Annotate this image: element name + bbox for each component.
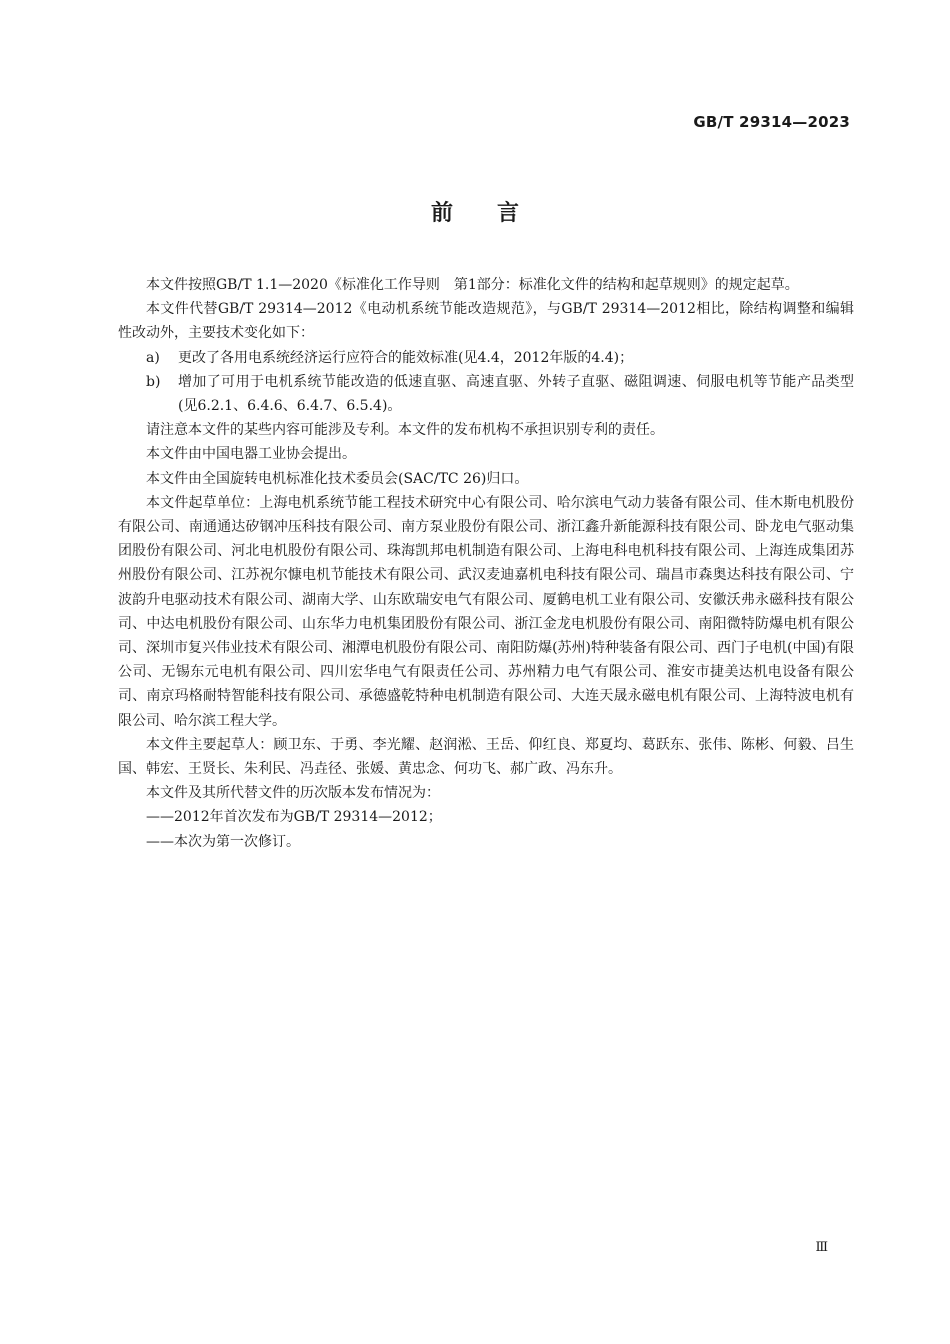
paragraph-history-revision: ——本次为第一次修订。 bbox=[146, 833, 300, 850]
paragraph-drafting-rules: 本文件按照GB/T 1.1—2020《标准化工作导则 第1部分：标准化文件的结构和起草规则》的规定起草。 bbox=[146, 277, 799, 293]
paragraph-drafters: 本文件主要起草人：顾卫东、于勇、李光耀、赵润淞、王岳、仰红良、郑夏均、葛跃东、张伟、陈彬、何毅、吕生国、韩宏、王贤长、朱利民、冯垚径、张媛、黄忠念、何功飞、郝广政、冯东升。 bbox=[118, 736, 854, 778]
list-text-a: 更改了各用电系统经济运行应符合的能效标准(见4.4，2012年版的4.4)； bbox=[178, 349, 634, 366]
paragraph-drafting-units: 本文件起草单位：上海电机系统节能工程技术研究中心有限公司、哈尔滨电气动力装备有限公司、佳木斯电机股份有限公司、南通通达矽钢冲压科技有限公司、南方泵业股份有限公司、浙江鑫升新能源科技有限公司、卧龙电气驱动集团股份有限公司、河北电机股份有限公司、珠海凯邦电机制造有限公司、上海电科电机科技有限公司、上海连成集团苏州股份有限公司、江苏祝尔慷电机节能技术有限公司、武汉麦迪嘉机电科技有限公司、瑞昌市森奥达科技有限公司、宁波韵升电驱动技术有限公司、湖南大学、山东欧瑞安电气有限公司、厦鹤电机工业有限公司、安徽沃弗永磁科技有限公司、中达电机股份有限公司、山东华力电机集团股份有限公司、浙江金龙电机股份有限公司、南阳微特防爆电机有限公司、深圳市复兴伟业技术有限公司、湘潭电机股份有限公司、南阳防爆(苏州)特种装备有限公司、西门子电机(中国)有限公司、无锡东元电机有限公司、四川宏华电气有限责任公司、苏州精力电气有限公司、淮安市捷美达机电设备有限公司、南京玛格耐特智能科技有限公司、承德盛乾特种电机制造有限公司、大连天晟永磁电机有限公司、上海特波电机有限公司、哈尔滨工程大学。 bbox=[118, 494, 854, 729]
list-item-b bbox=[118, 370, 854, 418]
paragraph-proposer: 本文件由中国电器工业协会提出。 bbox=[146, 446, 356, 463]
list-marker-a: a) bbox=[146, 349, 160, 366]
list-text-b: 增加了可用于电机系统节能改造的低速直驱、高速直驱、外转子直驱、磁阻调速、伺服电机等节能产品类型(见6.2.1、6.4.6、6.4.7、6.5.4)。 bbox=[178, 373, 854, 415]
paragraph-history-first: ——2012年首次发布为GB/T 29314—2012； bbox=[146, 809, 442, 826]
page-number: Ⅲ bbox=[815, 1240, 828, 1255]
paragraph-committee: 本文件由全国旋转电机标准化技术委员会(SAC/TC 26)归口。 bbox=[146, 470, 529, 487]
paragraph-patent-notice: 请注意本文件的某些内容可能涉及专利。本文件的发布机构不承担识别专利的责任。 bbox=[146, 422, 664, 439]
page-title: 前言 bbox=[430, 201, 563, 226]
standard-number: GB/T 29314—2023 bbox=[693, 113, 850, 131]
foreword-body bbox=[118, 273, 854, 854]
paragraph-replacement: 本文件代替GB/T 29314—2012《电动机系统节能改造规范》，与GB/T 29314—2012相比，除结构调整和编辑性改动外，主要技术变化如下： bbox=[118, 301, 854, 342]
paragraph-history-intro: 本文件及其所代替文件的历次版本发布情况为： bbox=[146, 785, 440, 802]
list-item-a bbox=[118, 346, 854, 370]
list-marker-b: b) bbox=[146, 373, 161, 390]
